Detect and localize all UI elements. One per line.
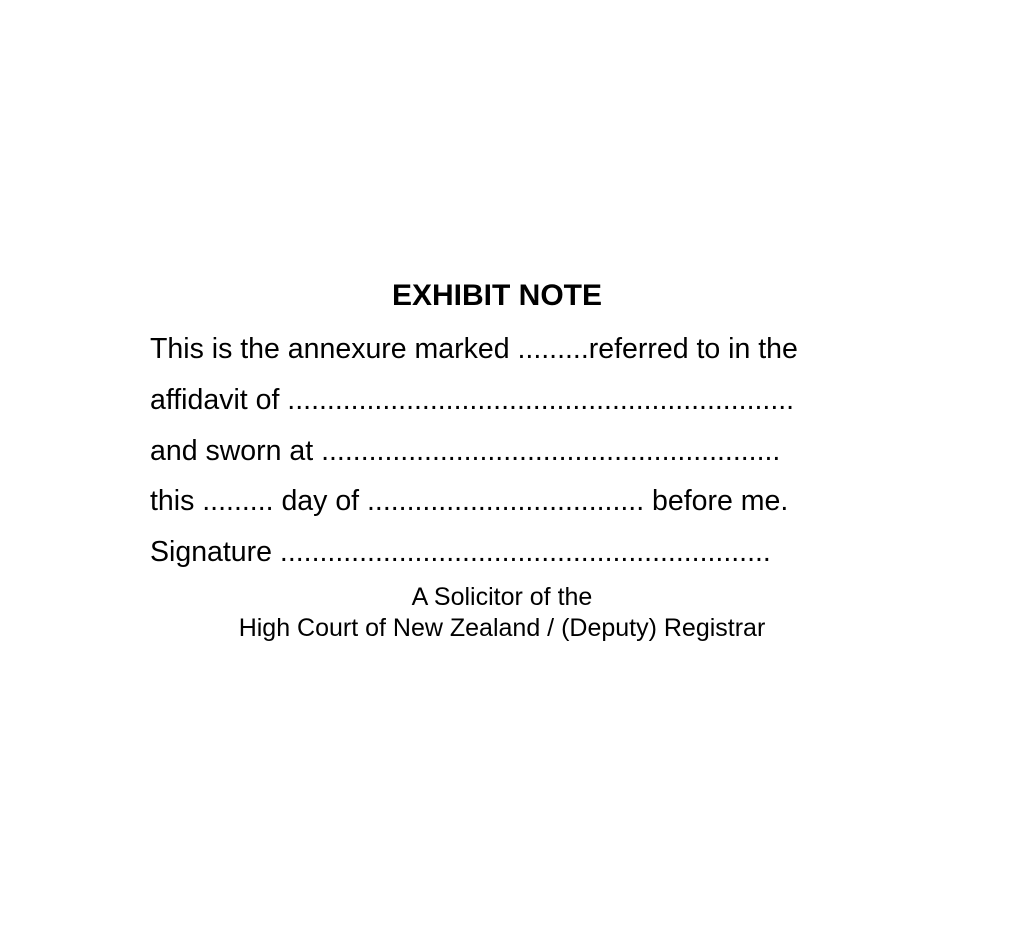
exhibit-note-title: EXHIBIT NOTE <box>391 279 602 312</box>
sworn-at-line: and sworn at .......................................................... <box>150 435 781 467</box>
registrar-caption: High Court of New Zealand / (Deputy) Registrar <box>238 614 766 642</box>
day-of-line: this ......... day of ................................... before me. <box>150 485 789 517</box>
affidavit-of-line: affidavit of ................................................................ <box>150 384 795 416</box>
signature-line: Signature .............................................................. <box>150 536 771 568</box>
solicitor-caption: A Solicitor of the <box>411 583 593 611</box>
annexure-marked-line: This is the annexure marked .........referred to in the <box>150 333 798 365</box>
